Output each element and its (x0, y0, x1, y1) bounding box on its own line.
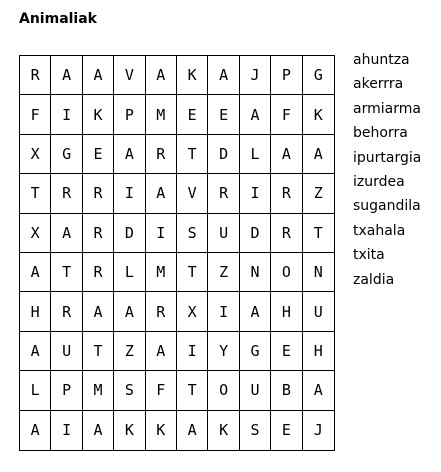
grid-cell-r9-c6[interactable]: T (177, 371, 208, 410)
grid-cell-r8-c9[interactable]: E (271, 332, 302, 371)
grid-cell-r7-c9[interactable]: H (271, 292, 302, 331)
grid-cell-r5-c1[interactable]: X (20, 214, 51, 253)
grid-cell-r9-c1[interactable]: L (20, 371, 51, 410)
grid-cell-r2-c10[interactable]: K (303, 95, 334, 134)
grid-cell-r4-c8[interactable]: I (240, 174, 271, 213)
grid-cell-r7-c2[interactable]: R (51, 292, 82, 331)
grid-cell-r9-c3[interactable]: M (83, 371, 114, 410)
grid-cell-r8-c3[interactable]: T (83, 332, 114, 371)
word-list-item: sugandila (353, 198, 421, 215)
grid-cell-r1-c3[interactable]: A (83, 56, 114, 95)
grid-cell-r7-c3[interactable]: A (83, 292, 114, 331)
grid-cell-r10-c7[interactable]: K (208, 411, 239, 450)
grid-cell-r1-c5[interactable]: A (146, 56, 177, 95)
word-list-item: behorra (353, 125, 408, 142)
grid-cell-r5-c8[interactable]: D (240, 214, 271, 253)
grid-cell-r4-c1[interactable]: T (20, 174, 51, 213)
grid-cell-r5-c3[interactable]: R (83, 214, 114, 253)
grid-cell-r5-c2[interactable]: A (51, 214, 82, 253)
grid-cell-r1-c7[interactable]: A (208, 56, 239, 95)
puzzle-title: Animaliak (19, 11, 97, 27)
grid-cell-r7-c7[interactable]: I (208, 292, 239, 331)
word-list-item: txahala (353, 222, 406, 239)
grid-cell-r5-c10[interactable]: T (303, 214, 334, 253)
grid-cell-r7-c8[interactable]: A (240, 292, 271, 331)
grid-cell-r6-c9[interactable]: O (271, 253, 302, 292)
grid-cell-r3-c4[interactable]: A (114, 135, 145, 174)
grid-cell-r8-c4[interactable]: Z (114, 332, 145, 371)
grid-cell-r8-c6[interactable]: I (177, 332, 208, 371)
word-list-item: ipurtargia (353, 149, 422, 166)
grid-cell-r2-c3[interactable]: K (83, 95, 114, 134)
word-search-grid (19, 55, 335, 451)
grid-cell-r8-c1[interactable]: A (20, 332, 51, 371)
grid-cell-r7-c5[interactable]: R (146, 292, 177, 331)
grid-cell-r9-c5[interactable]: F (146, 371, 177, 410)
grid-cell-r5-c5[interactable]: I (146, 214, 177, 253)
grid-cell-r3-c3[interactable]: E (83, 135, 114, 174)
grid-cell-r4-c9[interactable]: R (271, 174, 302, 213)
grid-cell-r8-c5[interactable]: A (146, 332, 177, 371)
grid-cell-r6-c3[interactable]: R (83, 253, 114, 292)
grid-cell-r1-c8[interactable]: J (240, 56, 271, 95)
grid-cell-r4-c5[interactable]: A (146, 174, 177, 213)
grid-cell-r9-c7[interactable]: O (208, 371, 239, 410)
grid-cell-r2-c9[interactable]: F (271, 95, 302, 134)
grid-cell-r3-c6[interactable]: T (177, 135, 208, 174)
grid-cell-r10-c2[interactable]: I (51, 411, 82, 450)
grid-cell-r7-c6[interactable]: X (177, 292, 208, 331)
grid-cell-r1-c2[interactable]: A (51, 56, 82, 95)
grid-cell-r6-c1[interactable]: A (20, 253, 51, 292)
word-list-item: armiarma (353, 100, 421, 117)
grid-cell-r3-c1[interactable]: X (20, 135, 51, 174)
grid-cell-r4-c6[interactable]: V (177, 174, 208, 213)
grid-cell-r3-c10[interactable]: A (303, 135, 334, 174)
grid-cell-r5-c9[interactable]: R (271, 214, 302, 253)
grid-cell-r3-c2[interactable]: G (51, 135, 82, 174)
grid-cell-r9-c4[interactable]: S (114, 371, 145, 410)
grid-cell-r2-c1[interactable]: F (20, 95, 51, 134)
grid-cell-r9-c10[interactable]: A (303, 371, 334, 410)
grid-cell-r8-c10[interactable]: H (303, 332, 334, 371)
grid-cell-r3-c7[interactable]: D (208, 135, 239, 174)
grid-cell-r3-c9[interactable]: A (271, 135, 302, 174)
word-list-item: izurdea (353, 173, 405, 190)
grid-cell-r10-c4[interactable]: K (114, 411, 145, 450)
grid-cell-r1-c9[interactable]: P (271, 56, 302, 95)
grid-cell-r5-c6[interactable]: S (177, 214, 208, 253)
grid-cell-r8-c8[interactable]: G (240, 332, 271, 371)
word-list (353, 48, 421, 292)
grid-cell-r7-c4[interactable]: A (114, 292, 145, 331)
grid-cell-r5-c4[interactable]: D (114, 214, 145, 253)
grid-cell-r10-c6[interactable]: A (177, 411, 208, 450)
word-list-item: ahuntza (353, 52, 410, 68)
grid-cell-r10-c5[interactable]: K (146, 411, 177, 450)
grid-cell-r3-c8[interactable]: L (240, 135, 271, 174)
grid-cell-r6-c2[interactable]: T (51, 253, 82, 292)
word-list-item: akerrra (353, 76, 404, 93)
grid-cell-r4-c7[interactable]: R (208, 174, 239, 213)
grid-cell-r8-c7[interactable]: Y (208, 332, 239, 371)
grid-cell-r2-c5[interactable]: M (146, 95, 177, 134)
grid-cell-r4-c4[interactable]: I (114, 174, 145, 213)
grid-cell-r4-c2[interactable]: R (51, 174, 82, 213)
grid-cell-r2-c8[interactable]: A (240, 95, 271, 134)
grid-cell-r3-c5[interactable]: R (146, 135, 177, 174)
grid-cell-r2-c6[interactable]: E (177, 95, 208, 134)
grid-cell-r1-c4[interactable]: V (114, 56, 145, 95)
grid-cell-r9-c8[interactable]: U (240, 371, 271, 410)
word-list-item: txita (353, 247, 385, 264)
grid-cell-r5-c7[interactable]: U (208, 214, 239, 253)
word-list-item: zaldia (353, 271, 395, 288)
grid-cell-r10-c9[interactable]: E (271, 411, 302, 450)
grid-cell-r1-c6[interactable]: K (177, 56, 208, 95)
grid-cell-r10-c3[interactable]: A (83, 411, 114, 450)
grid-cell-r2-c4[interactable]: P (114, 95, 145, 134)
grid-cell-r4-c10[interactable]: Z (303, 174, 334, 213)
grid-cell-r6-c8[interactable]: N (240, 253, 271, 292)
grid-cell-r1-c10[interactable]: G (303, 56, 334, 95)
grid-cell-r6-c7[interactable]: Z (208, 253, 239, 292)
grid-cell-r8-c2[interactable]: U (51, 332, 82, 371)
grid-cell-r1-c1[interactable]: R (20, 56, 51, 95)
grid-cell-r6-c6[interactable]: T (177, 253, 208, 292)
grid-cell-r6-c4[interactable]: L (114, 253, 145, 292)
grid-cell-r6-c10[interactable]: N (303, 253, 334, 292)
grid-cell-r9-c2[interactable]: P (51, 371, 82, 410)
grid-cell-r10-c8[interactable]: S (240, 411, 271, 450)
grid-cell-r10-c10[interactable]: J (313, 421, 323, 440)
grid-cell-r6-c5[interactable]: M (146, 253, 177, 292)
grid-cell-r2-c7[interactable]: E (208, 95, 239, 134)
grid-cell-r2-c2[interactable]: I (51, 95, 82, 134)
grid-cell-r4-c3[interactable]: R (83, 174, 114, 213)
grid-cell-r7-c1[interactable]: H (20, 292, 51, 331)
grid-cell-r7-c10[interactable]: U (303, 292, 334, 331)
grid-cell-r9-c9[interactable]: B (271, 371, 302, 410)
grid-cell-r10-c1[interactable]: A (20, 411, 51, 450)
